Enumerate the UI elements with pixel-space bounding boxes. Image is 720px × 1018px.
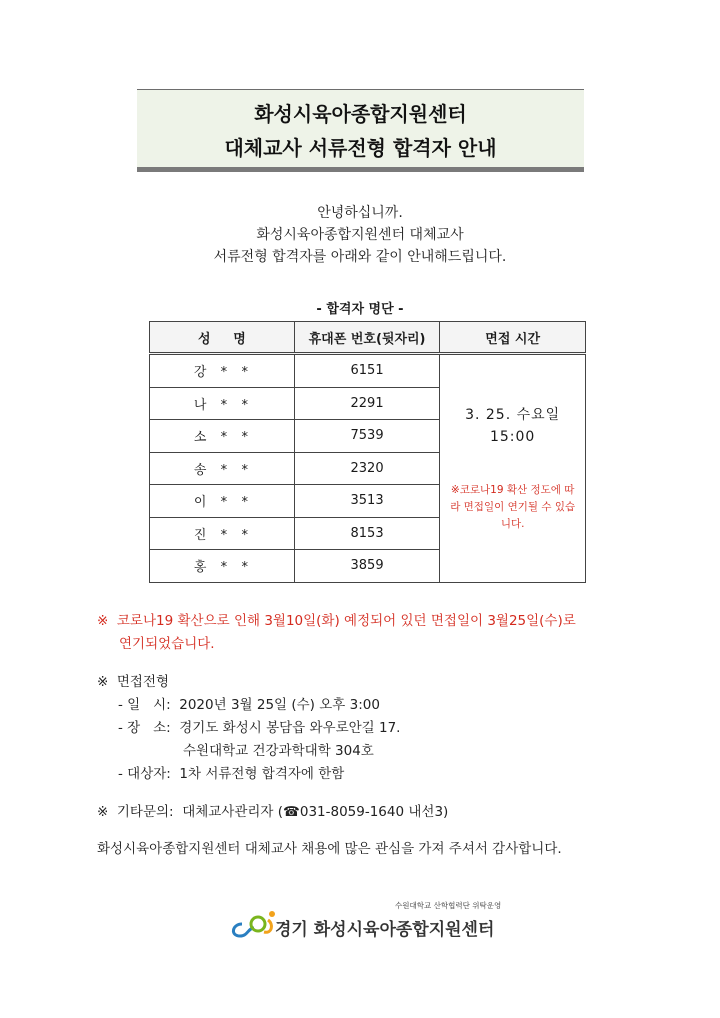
greeting-line: 안녕하십니까. xyxy=(317,205,403,221)
postpone-notice-line1: ※ 코로나19 확산으로 인해 3월10일(화) 예정되어 있던 면접일이 3월25일(수)로 xyxy=(97,613,576,629)
center-name: 경기 화성시육아종합지원센터 xyxy=(275,920,495,940)
interview-place-line: - 장 소: 경기도 화성시 봉담읍 와우로안길 17. xyxy=(118,720,401,736)
thanks-line: 화성시육아종합지원센터 대체교사 채용에 많은 관심을 가져 주셔서 감사합니다. xyxy=(97,841,562,857)
cell-name: 이 * * xyxy=(150,485,295,518)
cell-phone: 2320 xyxy=(294,452,440,485)
header-phone: 휴대폰 번호(뒷자리) xyxy=(294,322,440,354)
cell-phone: 6151 xyxy=(294,354,440,388)
cell-phone: 2291 xyxy=(294,387,440,420)
header-name: 성 명 xyxy=(150,322,295,354)
cell-phone: 8153 xyxy=(294,517,440,550)
postpone-notice xyxy=(97,610,637,656)
cell-name: 소 * * xyxy=(150,420,295,453)
cell-name: 강 * * xyxy=(150,354,295,388)
document-subtitle: 대체교사 서류전형 합격자 안내 xyxy=(224,136,497,160)
cell-phone: 7539 xyxy=(294,420,440,453)
cell-name: 진 * * xyxy=(150,517,295,550)
inquiry-line: ※ 기타문의: 대체교사관리자 (☎031-8059-1640 내선3) xyxy=(97,804,449,820)
interview-note: ※코로나19 확산 정도에 따라 면접일이 연기될 수 있습니다. xyxy=(450,483,576,530)
cell-name: 나 * * xyxy=(150,387,295,420)
roster-title: - 합격자 명단 - xyxy=(316,302,404,317)
interview-section-heading: ※ 면접전형 xyxy=(97,674,170,690)
cell-name: 홍 * * xyxy=(150,550,295,583)
greeting-line: 서류전형 합격자를 아래와 같이 안내해드립니다. xyxy=(213,249,507,265)
interview-date-line: - 일 시: 2020년 3월 25일 (수) 오후 3:00 xyxy=(118,697,380,713)
cell-interview-time xyxy=(440,354,586,583)
interview-place-line-2: 수원대학교 건강과학대학 304호 xyxy=(183,743,374,759)
header-interview: 면접 시간 xyxy=(440,322,586,354)
greeting-line: 화성시육아종합지원센터 대체교사 xyxy=(256,227,464,243)
table-row xyxy=(150,354,586,388)
interview-date: 3. 25. 수요일 xyxy=(465,406,561,423)
roster-table xyxy=(149,321,586,583)
cell-phone: 3859 xyxy=(294,550,440,583)
cell-name: 송 * * xyxy=(150,452,295,485)
cell-phone: 3513 xyxy=(294,485,440,518)
interview-time: 15:00 xyxy=(489,428,536,445)
document-title-box xyxy=(137,89,584,172)
operator-text: 수원대학교 산학협력단 위탁운영 xyxy=(395,901,502,910)
interview-target-line: - 대상자: 1차 서류전형 합격자에 한함 xyxy=(118,766,345,782)
table-header-row xyxy=(150,322,586,354)
postpone-notice-line2: 연기되었습니다. xyxy=(119,636,215,652)
document-title: 화성시육아종합지원센터 xyxy=(254,102,467,126)
